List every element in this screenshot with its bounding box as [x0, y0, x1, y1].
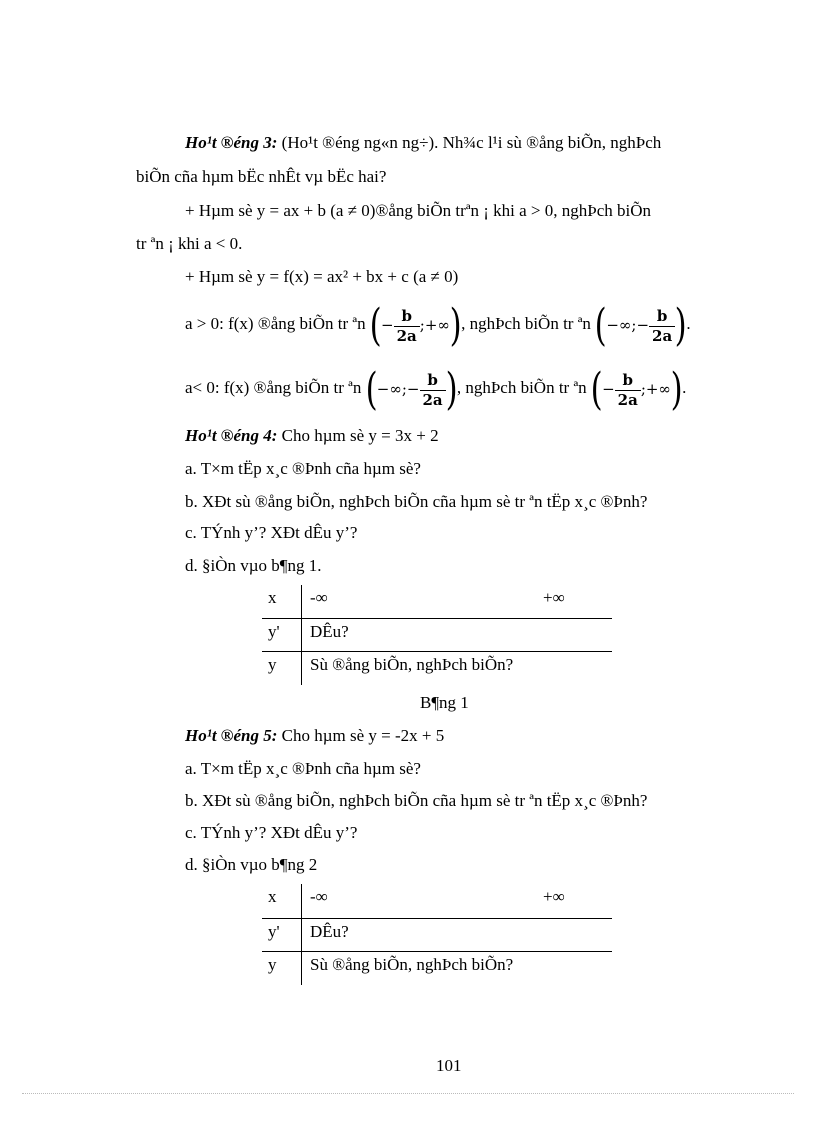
- minus-sign: −: [381, 316, 394, 335]
- act4-title: Ho¹t ®éng 4:: [185, 426, 278, 445]
- act5-question-c: c. TÝnh y’? XÐt dÊu y’?: [185, 823, 358, 842]
- act5-question-a: a. T×m tËp x¸c ®Þnh cña hµm sè?: [185, 759, 421, 778]
- fraction-num: b: [420, 371, 446, 391]
- fraction-b-over-2a: [649, 307, 675, 346]
- fraction-num: b: [649, 307, 675, 327]
- act3-line4: tr ªn ¡ khi a < 0.: [136, 234, 243, 253]
- act4-title-rest: Cho hµm sè y = 3x + 2: [277, 426, 439, 445]
- act4-question-a: a. T×m tËp x¸c ®Þnh cña hµm sè?: [185, 459, 421, 478]
- act5-title: Ho¹t ®éng 5:: [185, 726, 278, 745]
- fraction-den: 2a: [422, 390, 443, 409]
- act5-question-d: d. §iÒn vµo b¶ng 2: [185, 855, 318, 874]
- act3-line7-mid: , nghÞch biÕn tr ªn: [456, 378, 587, 397]
- act3-line6: [185, 300, 691, 352]
- table-plus-infinity: +∞: [543, 588, 565, 607]
- act5-line1: [185, 725, 444, 747]
- interval-b2a-plusinf: [590, 364, 683, 416]
- table-label-yprime: y': [268, 622, 280, 641]
- fraction-den: 2a: [396, 326, 417, 345]
- table-divider-vertical: [301, 585, 302, 685]
- left-paren: (: [590, 364, 603, 416]
- plus-infinity: ;+∞: [640, 380, 671, 399]
- fraction-b-over-2a: [615, 371, 641, 410]
- right-paren: ): [445, 364, 458, 416]
- act3-line1-text: (Ho¹t ®éng ng«n ng÷). Nh¾c l¹i sù ®ång biÕn, nghÞch: [277, 133, 662, 152]
- minus-sign: −: [602, 380, 615, 399]
- table-variation-cell: Sù ®ång biÕn, nghÞch biÕn?: [310, 955, 514, 974]
- minus-infinity: −∞;: [606, 316, 637, 335]
- page-number: 101: [436, 1056, 462, 1075]
- minus-sign: −: [636, 316, 650, 335]
- left-paren: (: [594, 300, 607, 352]
- act5-question-b: b. XÐt sù ®ång biÕn, nghÞch biÕn cña hµm sè tr ªn tËp x¸c ®Þnh?: [185, 791, 648, 810]
- right-paren: ): [674, 300, 687, 352]
- table-label-x: x: [268, 887, 277, 906]
- act3-line7-pre: a< 0: f(x) ®ång biÕn tr ªn: [185, 378, 362, 397]
- act3-line7: [185, 364, 687, 416]
- table-label-yprime: y': [268, 922, 280, 941]
- table-variation-cell: Sù ®ång biÕn, nghÞch biÕn?: [310, 655, 514, 674]
- fraction-den: 2a: [617, 390, 638, 409]
- table-caption: B¶ng 1: [420, 693, 469, 712]
- table-sign-cell: DÊu?: [310, 922, 349, 941]
- minus-infinity: −∞;: [376, 380, 407, 399]
- plus-infinity: ;+∞: [419, 316, 450, 335]
- table-divider-vertical: [301, 884, 302, 985]
- table-divider-row: [262, 618, 612, 619]
- act5-title-rest: Cho hµm sè y = -2x + 5: [277, 726, 445, 745]
- act3-line6-pre: a > 0: f(x) ®ång biÕn tr ªn: [185, 314, 366, 333]
- table-divider-row: [262, 951, 612, 952]
- act3-line3: [185, 200, 651, 222]
- table-minus-infinity: -∞: [310, 588, 328, 607]
- act4-line1: [185, 425, 439, 447]
- table-divider-row: [262, 918, 612, 919]
- fraction-num: b: [394, 307, 420, 327]
- act4-question-b: b. XÐt sù ®ång biÕn, nghÞch biÕn cña hµm sè tr ªn tËp x¸c ®Þnh?: [185, 492, 648, 511]
- right-paren: ): [449, 300, 462, 352]
- footer-rule: [22, 1093, 794, 1094]
- interval-minusinf-b2a: [594, 300, 687, 352]
- act3-line5: + Hµm sè y = f(x) = ax² + bx + c (a ≠ 0): [185, 267, 459, 286]
- act3-title: Ho¹t ®éng 3:: [185, 133, 278, 152]
- table-sign-cell: DÊu?: [310, 622, 349, 641]
- left-paren: (: [369, 300, 382, 352]
- table-label-y: y: [268, 655, 277, 674]
- act3-line3-a: + Hµm sè y = ax + b (a ≠ 0)®ång biÕn tr: [185, 201, 466, 220]
- minus-sign: −: [406, 380, 420, 399]
- act3-line7-end: .: [682, 378, 687, 397]
- act3-line6-mid: , nghÞch biÕn tr ªn: [461, 314, 591, 333]
- act3-line3-b: ªn ¡ khi a > 0, nghÞch biÕn: [465, 201, 652, 220]
- fraction-num: b: [615, 371, 641, 391]
- act3-line2: biÕn cña hµm bËc nhÊt vµ bËc hai?: [136, 167, 387, 186]
- left-paren: (: [365, 364, 378, 416]
- act4-question-c: c. TÝnh y’? XÐt dÊu y’?: [185, 523, 358, 542]
- interval-b2a-plusinf: [369, 300, 462, 352]
- table-minus-infinity: -∞: [310, 887, 328, 906]
- right-paren: ): [670, 364, 683, 416]
- act4-question-d: d. §iÒn vµo b¶ng 1.: [185, 556, 322, 575]
- fraction-b-over-2a: [394, 307, 420, 346]
- act3-line1: [185, 132, 661, 154]
- fraction-den: 2a: [652, 326, 673, 345]
- interval-minusinf-b2a: [365, 364, 458, 416]
- fraction-b-over-2a: [420, 371, 446, 410]
- act3-line6-end: .: [686, 314, 691, 333]
- table-label-x: x: [268, 588, 277, 607]
- table-plus-infinity: +∞: [543, 887, 565, 906]
- table-label-y: y: [268, 955, 277, 974]
- table-divider-row: [262, 651, 612, 652]
